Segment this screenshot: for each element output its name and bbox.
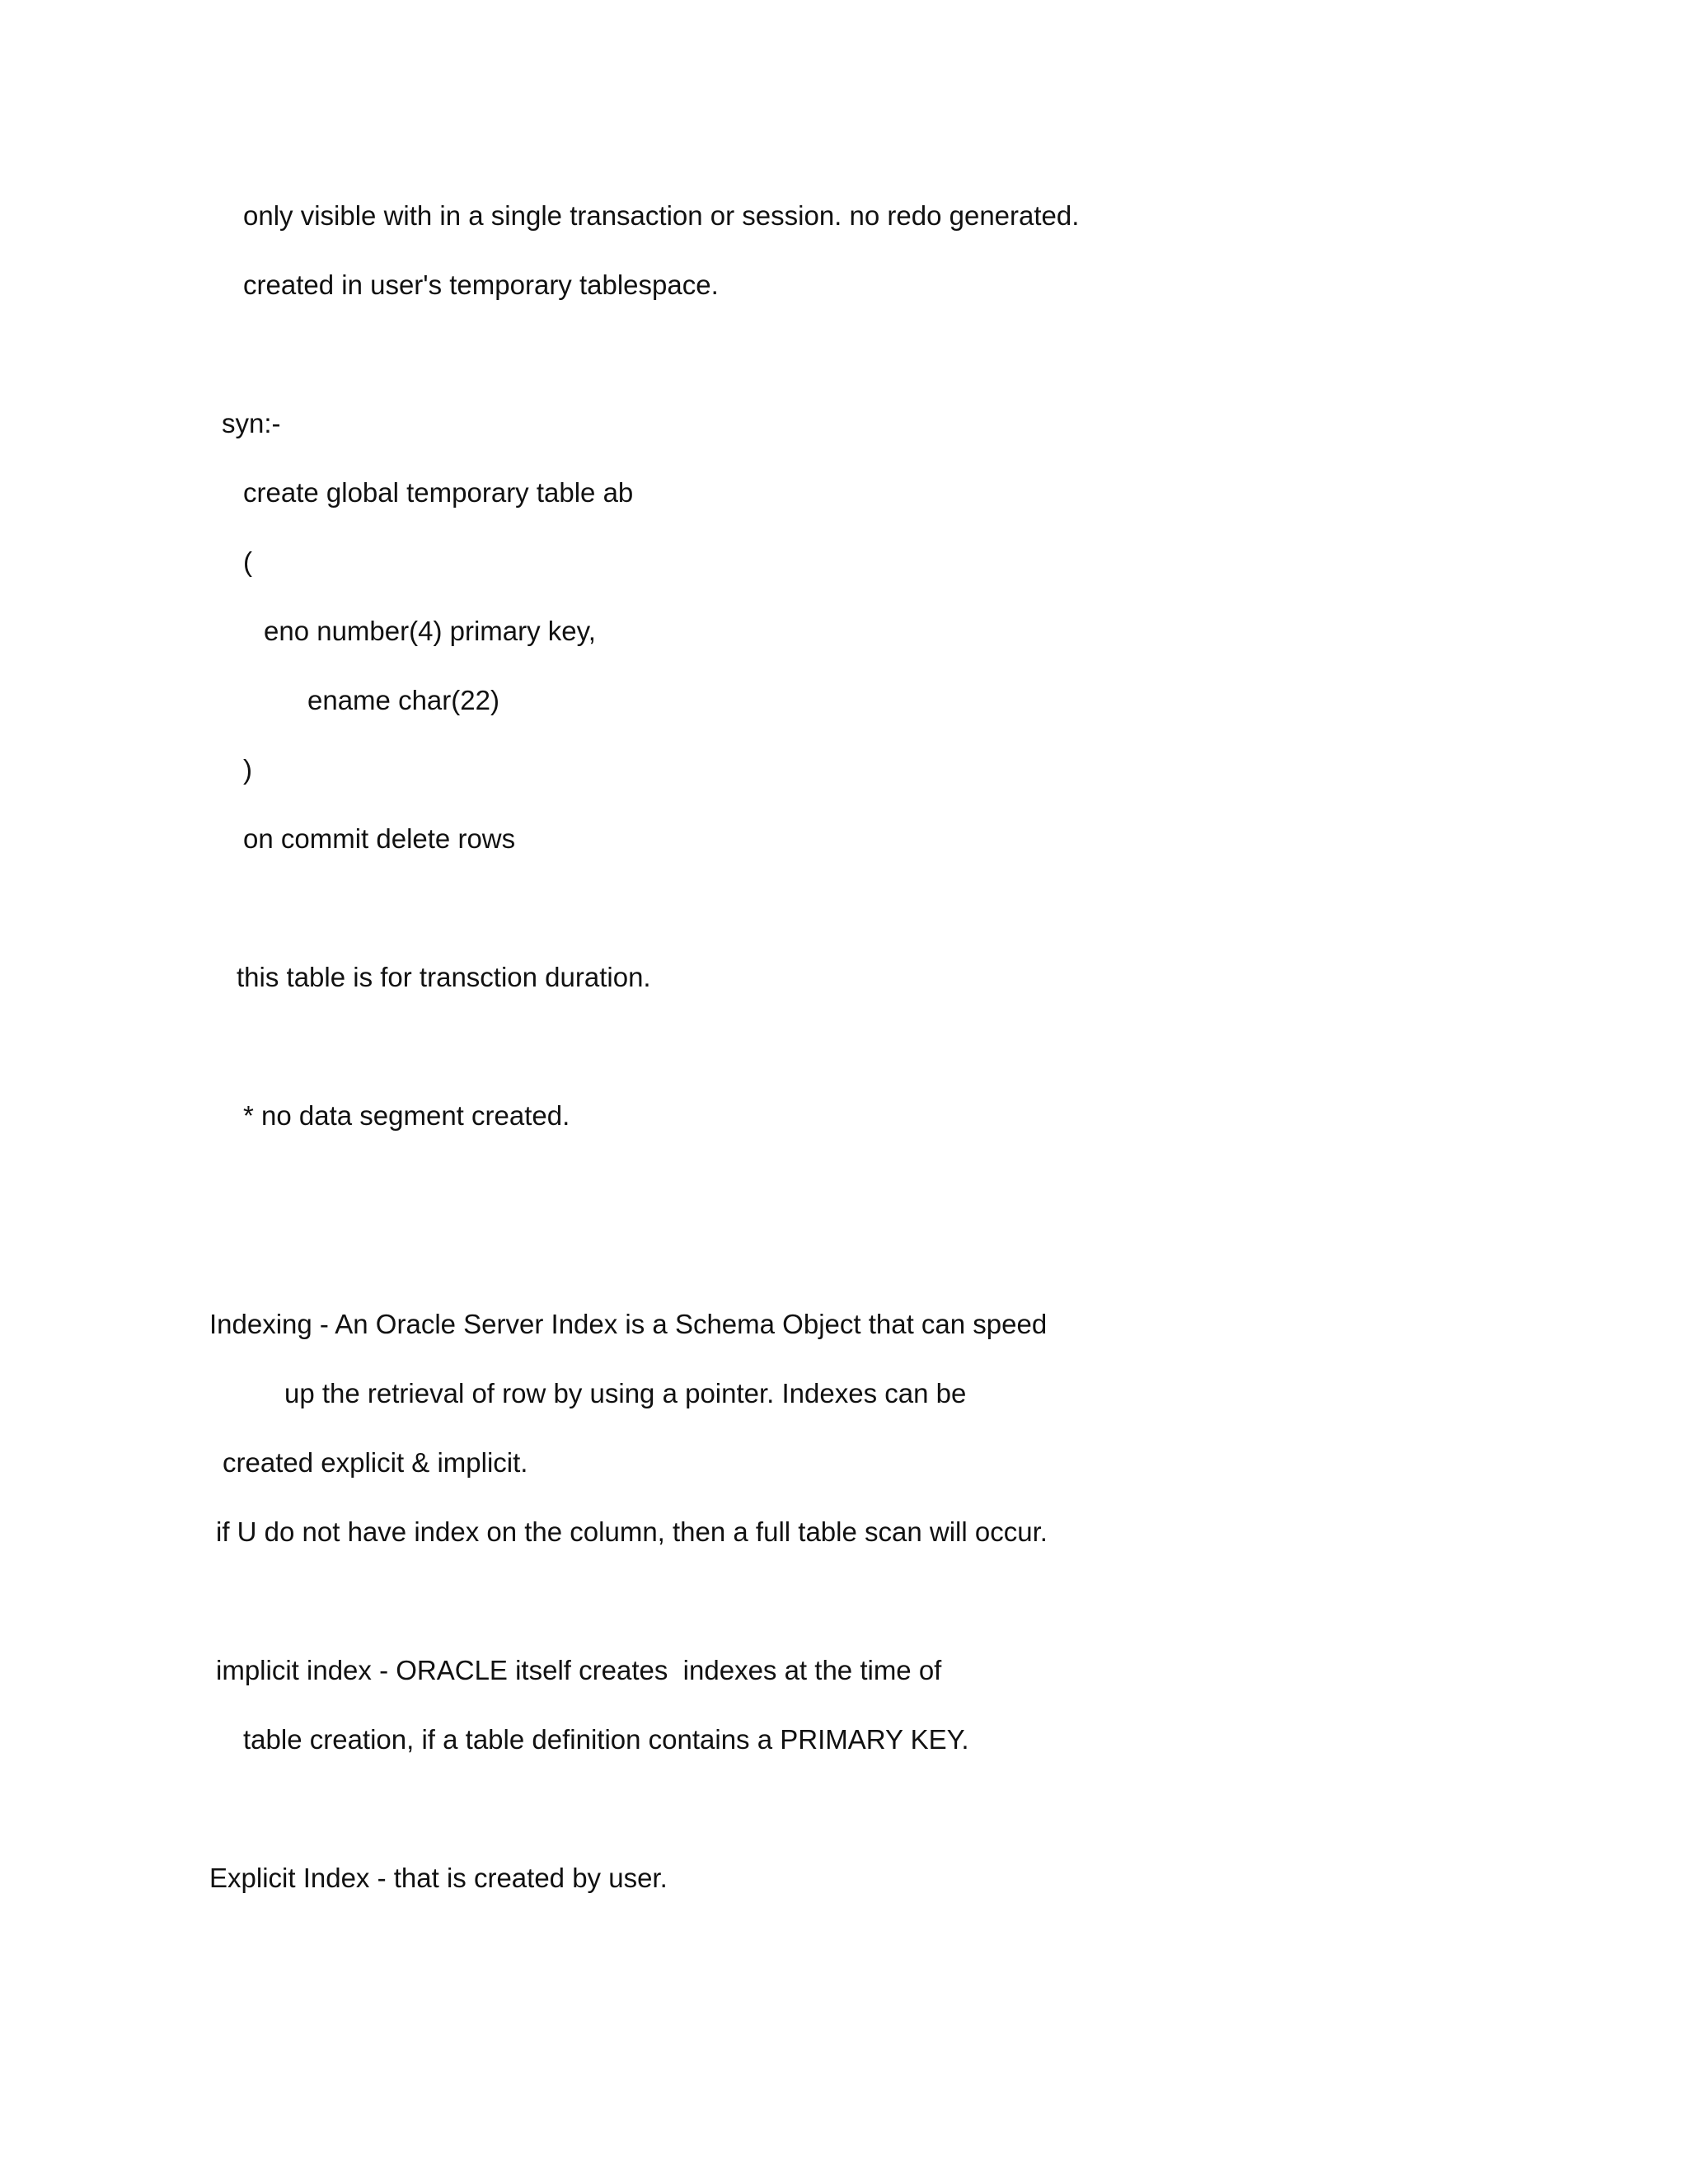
text-line-indexing-definition: Indexing - An Oracle Server Index is a Schema Object that can speed — [209, 1309, 1048, 1339]
code-line-open-paren: ( — [243, 546, 252, 577]
text-line-temp-table-visibility: only visible with in a single transaction or session. no redo generated. — [243, 200, 1080, 231]
text-line-full-table-scan: if U do not have index on the column, then a full table scan will occur. — [216, 1516, 1048, 1547]
code-line-ename-column: ename char(22) — [307, 685, 499, 715]
text-line-temp-tablespace: created in user's temporary tablespace. — [243, 269, 719, 300]
code-line-on-commit: on commit delete rows — [243, 823, 516, 854]
text-line-no-data-segment: * no data segment created. — [243, 1100, 570, 1131]
text-line-explicit-implicit: created explicit & implicit. — [223, 1447, 528, 1478]
text-line-primary-key: table creation, if a table definition contains a PRIMARY KEY. — [243, 1724, 969, 1755]
text-line-transaction-duration: this table is for transction duration. — [237, 962, 651, 992]
code-line-create-table: create global temporary table ab — [243, 477, 634, 508]
text-line-implicit-index: implicit index - ORACLE itself creates indexes at the time of — [216, 1655, 942, 1685]
code-line-eno-column: eno number(4) primary key, — [264, 616, 596, 646]
text-line-explicit-index: Explicit Index - that is created by user. — [209, 1863, 668, 1893]
code-line-close-paren: ) — [243, 754, 252, 785]
text-line-indexing-retrieval: up the retrieval of row by using a pointer. Indexes can be — [284, 1378, 967, 1408]
syntax-label: syn:- — [222, 408, 281, 438]
